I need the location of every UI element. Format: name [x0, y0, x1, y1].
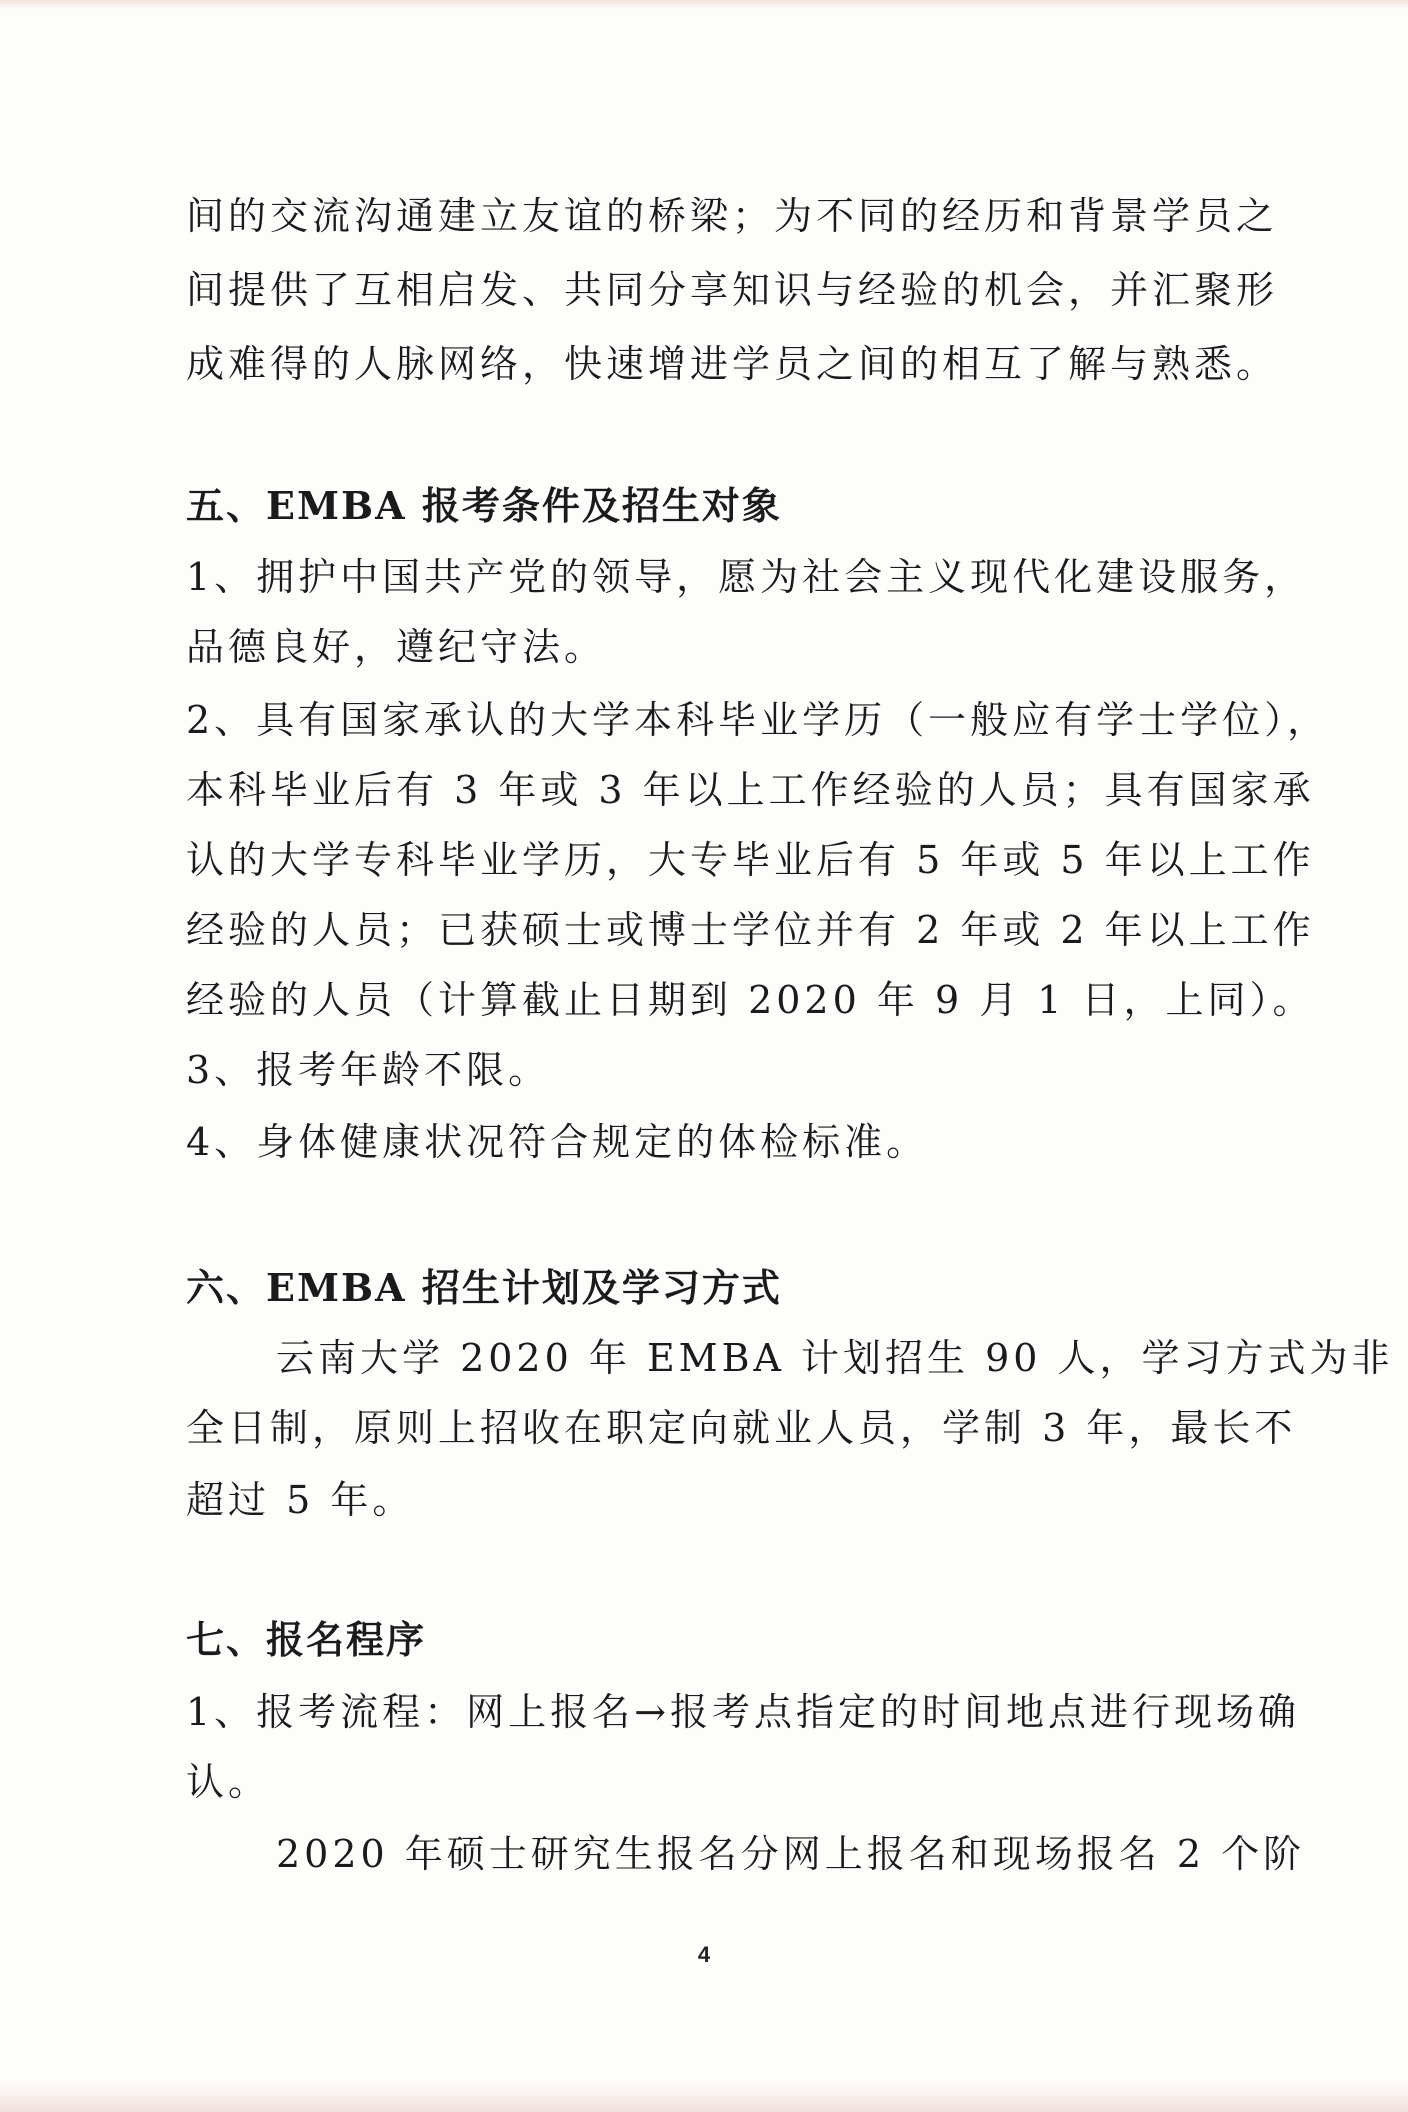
text-line: 超过 5 年。	[186, 1478, 415, 1522]
text-line: 认的大学专科毕业学历，大专毕业后有 5 年或 5 年以上工作	[186, 838, 1315, 882]
text-line: 认。	[186, 1760, 271, 1804]
text-line: 4、身体健康状况符合规定的体检标准。	[186, 1120, 929, 1164]
section-heading-5: 五、EMBA 报考条件及招生对象	[186, 483, 782, 528]
text-line: 本科毕业后有 3 年或 3 年以上工作经验的人员；具有国家承	[186, 768, 1315, 812]
page-number: 4	[697, 1942, 711, 1967]
text-line: 2、具有国家承认的大学本科毕业学历（一般应有学士学位），	[186, 698, 1330, 742]
text-line: 成难得的人脉网络，快速增进学员之间的相互了解与熟悉。	[186, 342, 1279, 386]
scan-edge-bottom	[0, 2082, 1408, 2112]
scan-edge-top	[0, 0, 1408, 10]
text-line: 间提供了互相启发、共同分享知识与经验的机会，并汇聚形	[186, 268, 1279, 312]
section-heading-6: 六、EMBA 招生计划及学习方式	[186, 1265, 782, 1310]
section-heading-7: 七、报名程序	[186, 1617, 427, 1662]
text-line: 1、报考流程：网上报名→报考点指定的时间地点进行现场确	[186, 1690, 1301, 1734]
text-line: 经验的人员（计算截止日期到 2020 年 9 月 1 日，上同）。	[186, 978, 1315, 1022]
text-line: 经验的人员；已获硕士或博士学位并有 2 年或 2 年以上工作	[186, 908, 1315, 952]
text-line: 品德良好，遵纪守法。	[186, 625, 607, 669]
text-line: 3、报考年龄不限。	[186, 1048, 551, 1092]
text-line: 全日制，原则上招收在职定向就业人员，学制 3 年，最长不	[186, 1406, 1297, 1450]
text-line: 2020 年硕士研究生报名分网上报名和现场报名 2 个阶	[276, 1832, 1306, 1876]
text-line: 1、拥护中国共产党的领导，愿为社会主义现代化建设服务，	[186, 555, 1307, 599]
text-line: 云南大学 2020 年 EMBA 计划招生 90 人，学习方式为非	[276, 1336, 1394, 1380]
text-line: 间的交流沟通建立友谊的桥梁；为不同的经历和背景学员之	[186, 194, 1279, 238]
